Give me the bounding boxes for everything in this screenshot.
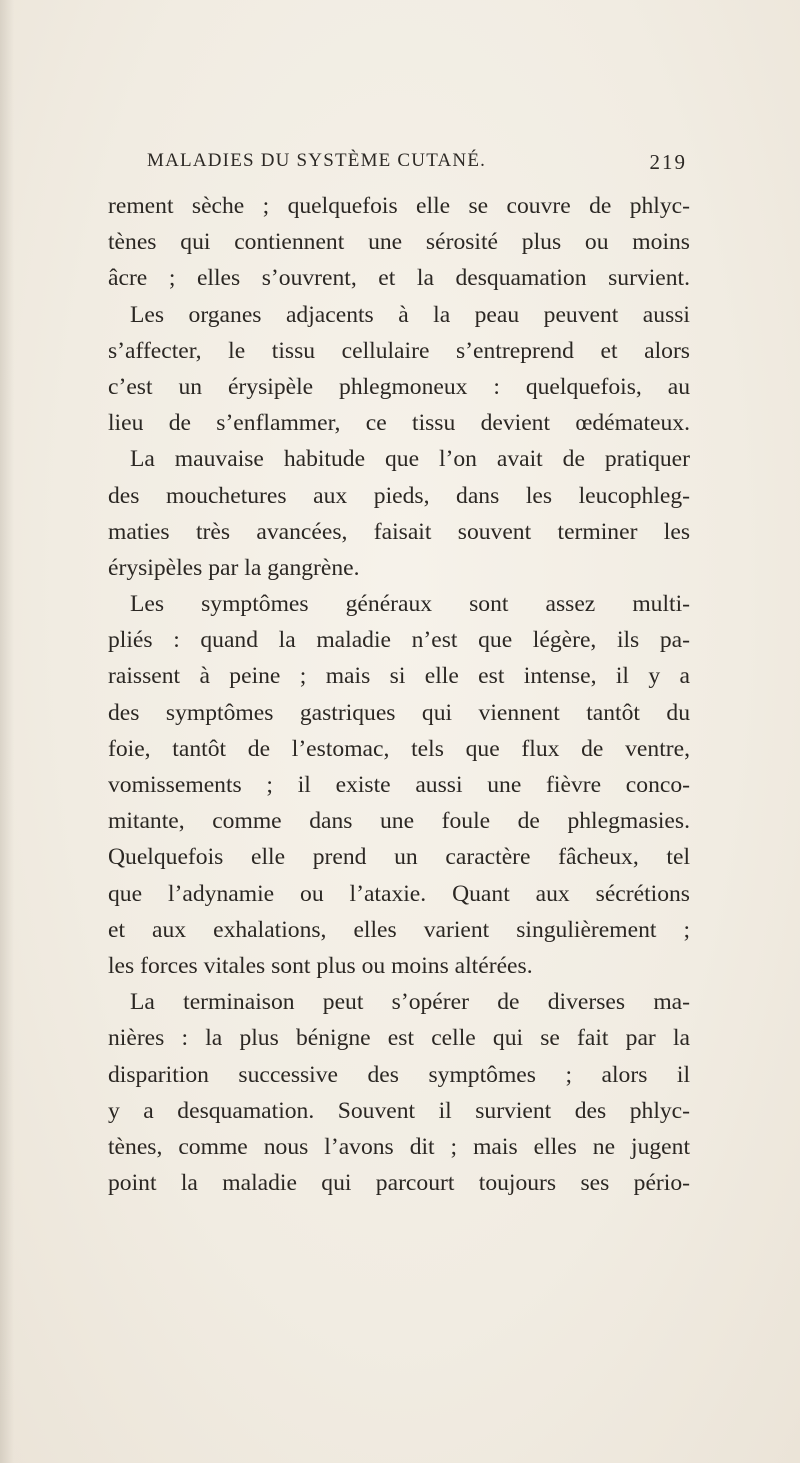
text-line: Quelquefois elle prend un caractère fâcheux, tel	[108, 844, 690, 871]
running-header	[147, 150, 687, 180]
page-number: 219	[649, 150, 687, 174]
text-line: c’est un érysipèle phlegmoneux : quelquefois, au	[108, 373, 690, 400]
page-gutter-shadow	[0, 0, 14, 1463]
text-line: lieu de s’enflammer, ce tissu devient œdémateux.	[108, 410, 690, 437]
text-line: raissent à peine ; mais si elle est intense, il y a	[108, 663, 690, 690]
text-line: tènes, comme nous l’avons dit ; mais elles ne jugent	[108, 1133, 690, 1160]
text-line: que l’adynamie ou l’ataxie. Quant aux sécrétions	[108, 880, 690, 907]
text-line: disparition successive des symptômes ; alors il	[108, 1061, 690, 1088]
text-line: des symptômes gastriques qui viennent tantôt du	[108, 699, 690, 726]
text-line: des mouchetures aux pieds, dans les leucophleg-	[108, 482, 690, 509]
text-line: La mauvaise habitude que l’on avait de pratiquer	[130, 446, 690, 473]
text-line: vomissements ; il existe aussi une fièvre conco-	[108, 772, 690, 798]
text-line: les forces vitales sont plus ou moins altérées.	[108, 952, 533, 979]
text-line: âcre ; elles s’ouvrent, et la desquamation survient.	[108, 265, 690, 292]
text-line: y a desquamation. Souvent il survient des phlyc-	[108, 1097, 690, 1124]
text-line: s’affecter, le tissu cellulaire s’entreprend et alors	[108, 337, 690, 364]
text-line: nières : la plus bénigne est celle qui se fait par la	[108, 1025, 690, 1052]
text-line: La terminaison peut s’opérer de diverses ma-	[130, 989, 690, 1016]
text-line: foie, tantôt de l’estomac, tels que flux de ventre,	[108, 735, 690, 762]
text-line: mitante, comme dans une foule de phlegmasies.	[108, 808, 690, 835]
text-line: maties très avancées, faisait souvent terminer les	[108, 518, 690, 545]
text-line: pliés : quand la maladie n’est que légère, ils pa-	[108, 627, 690, 654]
text-line: érysipèles par la gangrène.	[108, 554, 360, 581]
text-line: Les symptômes généraux sont assez multi-	[130, 591, 690, 618]
text-line: et aux exhalations, elles varient singulièrement ;	[108, 916, 690, 943]
text-line: rement sèche ; quelquefois elle se couvre de phlyc-	[108, 193, 690, 219]
text-line: tènes qui contiennent une sérosité plus ou moins	[108, 229, 690, 256]
text-line: Les organes adjacents à la peau peuvent aussi	[130, 301, 690, 328]
text-line: point la maladie qui parcourt toujours ses pério-	[108, 1170, 690, 1197]
running-title: MALADIES DU SYSTÈME CUTANÉ.	[147, 150, 487, 171]
body-text	[108, 188, 690, 1201]
